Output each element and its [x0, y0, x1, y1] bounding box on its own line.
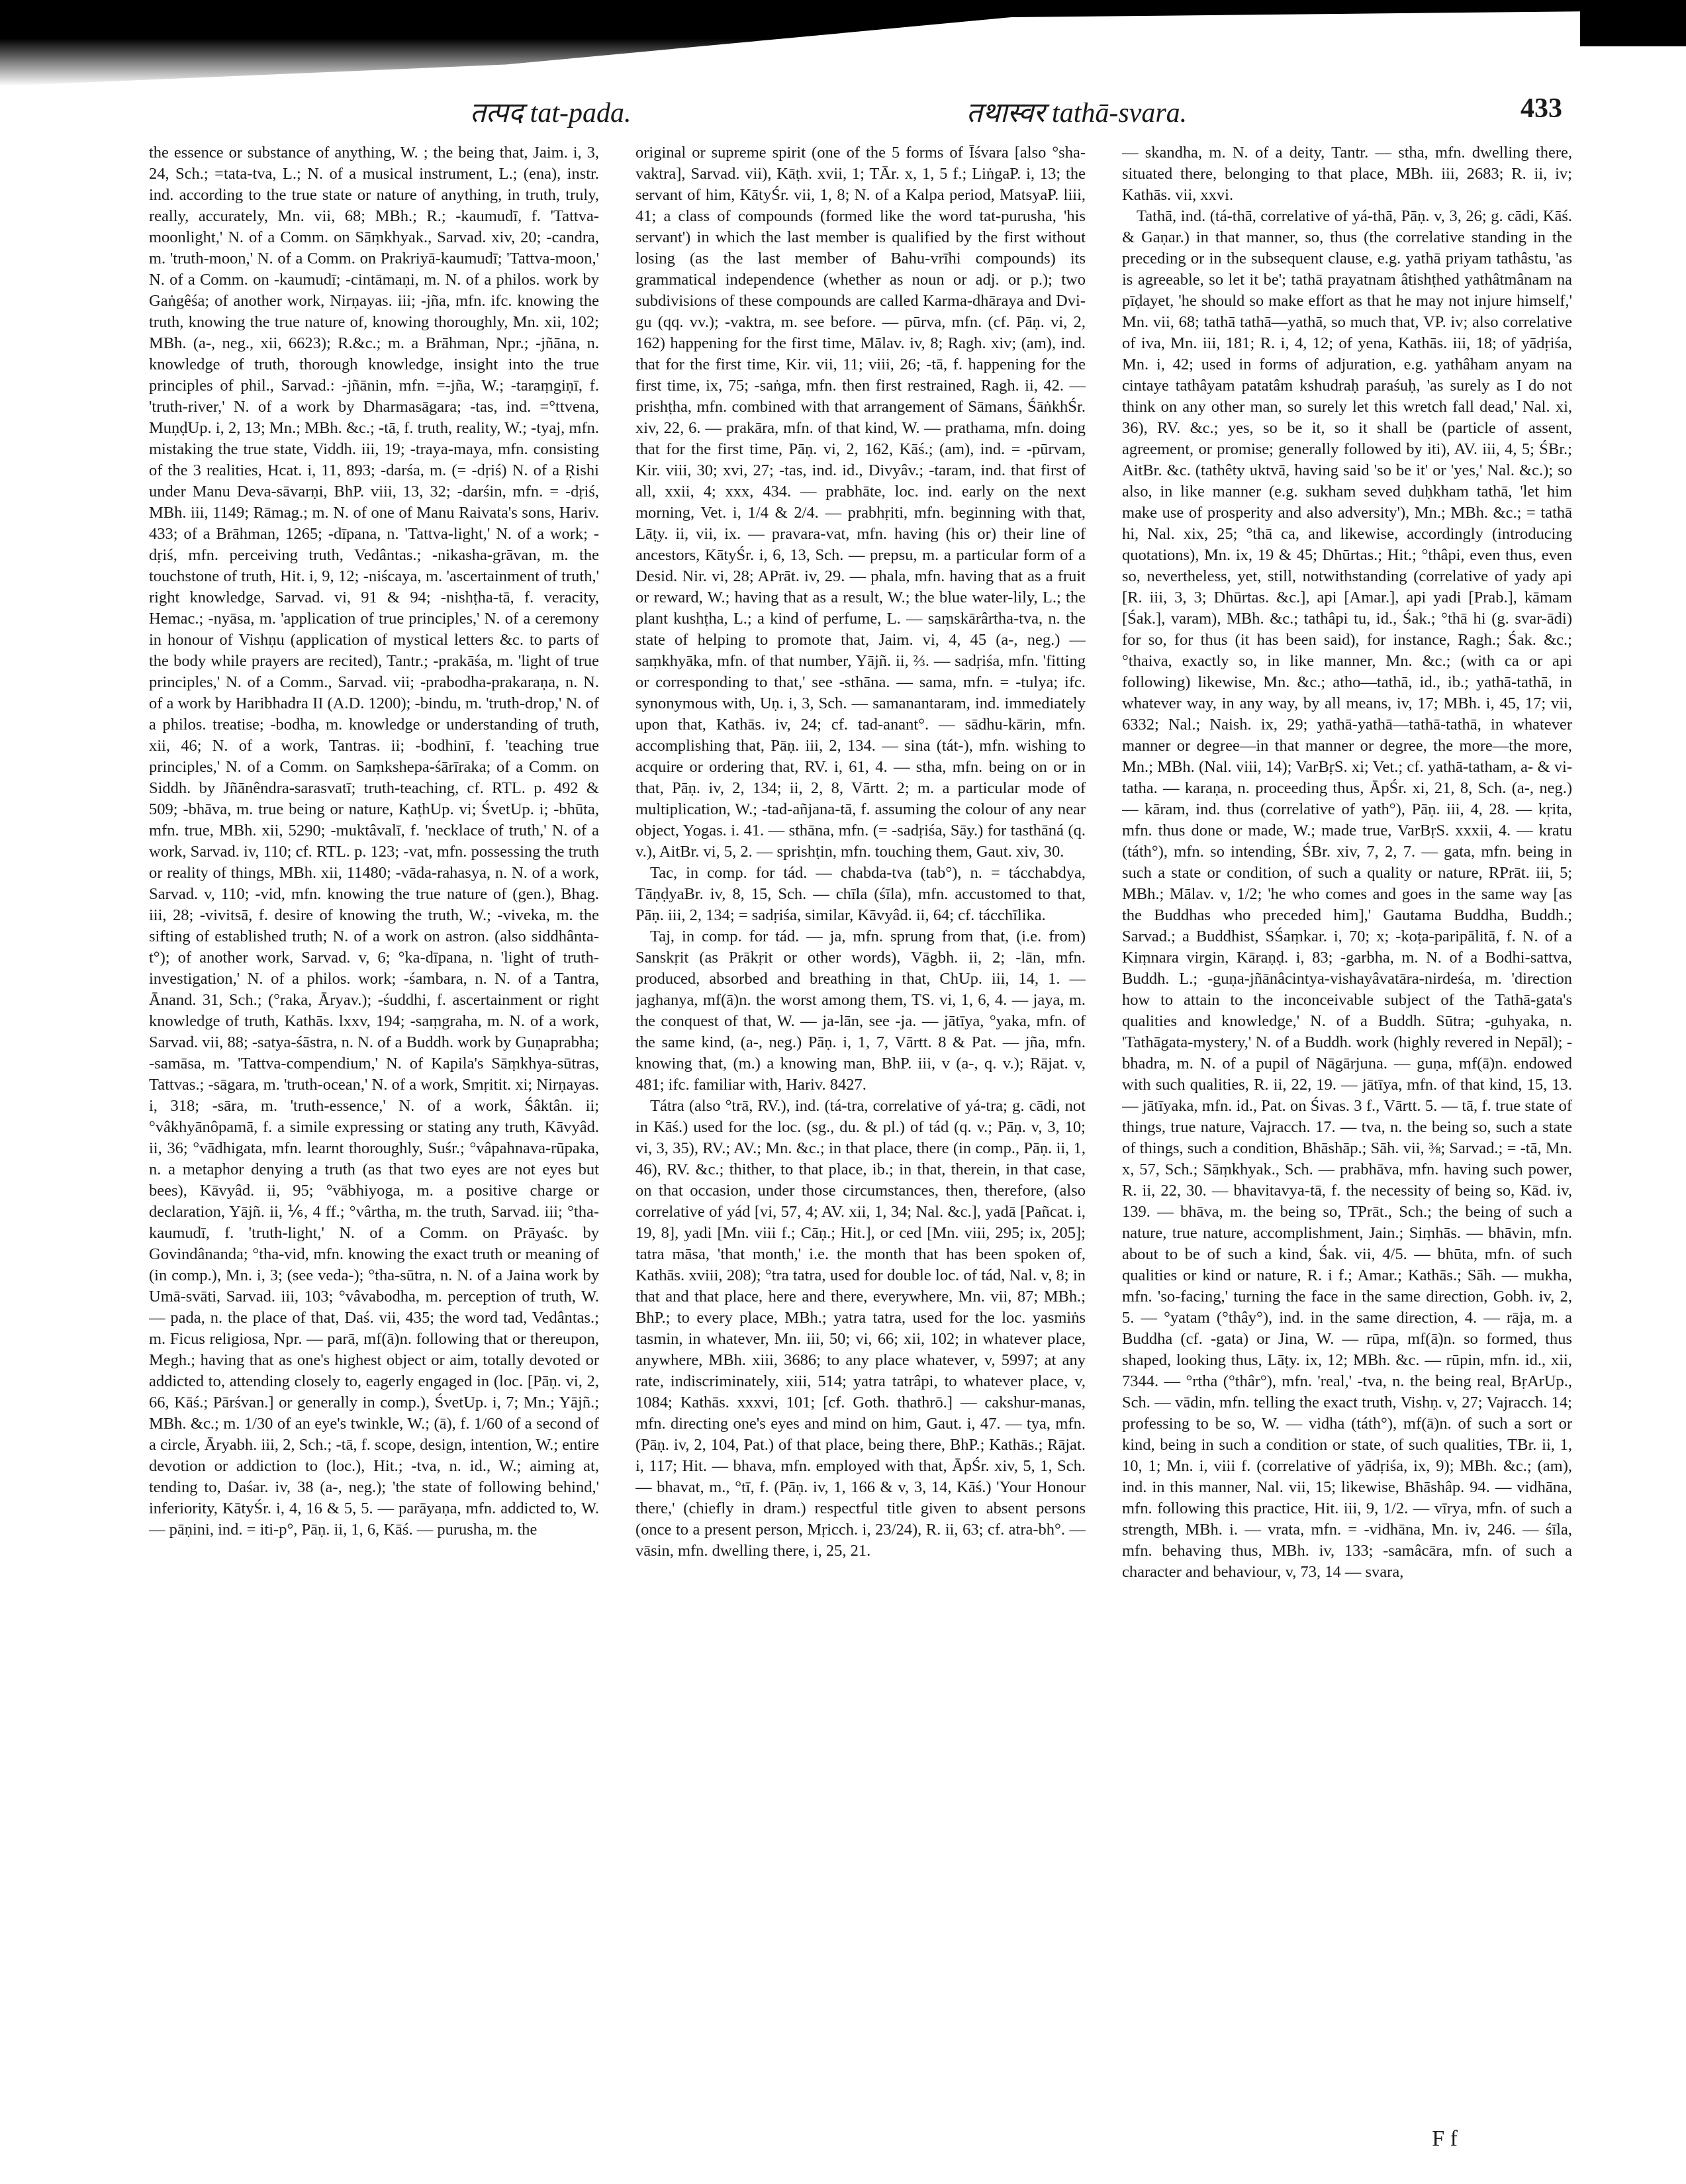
column-1 [149, 142, 599, 2128]
signature-mark: F f [1432, 2126, 1458, 2151]
page-header [152, 93, 1562, 139]
entry-tatha: Tathā, ind. (tá-thā, correlative of yá-thā, Pāṇ. v, 3, 26; g. cādi, Kāś. & Gaṇar.) in that manner, so, thus (the correlative standing in the preceding or in the subsequent clause, e.g. yathā priyam tathâstu, 'as is agreeable, so let it be'; tathā prayatnam âtishṭhed yathâtmânam na pīḍayet, 'he should so make effort as that he may not injure himself,' Mn. vii, 68; tathā tathā—yathā, so much that, VP. iv; also correlative of iva, Mn. iii, 181; R. i, 4, 12; of yena, Kathās. iii, 18; of yādṛiśa, Mn. i, 42; used in forms of adjuration, e.g. yathâham anyam na cintaye tathâyam patatâm kshudraḥ paraśuḥ, 'as surely as I do not think on any other man, so surely let this wretch fall dead,' Nal. xi, 36), RV. &c.; yes, so be it, so it shall be (particle of assent, agreement, or promise; generally followed by iti), AV. iii, 4, 5; ŚBr.; AitBr. &c. (tathêty uktvā, having said 'so be it' or 'yes,' Nal. &c.); so also, in like manner (e.g. sukham seved duḥkham tathā, 'let him make use of prosperity and also adversity'), Mn.; MBh. &c.; = tathā hi, Nal. xix, 25; °thā ca, and likewise, accordingly (introducing quotations), Mn. ix, 19 & 45; Dhūrtas.; Hit.; °thâpi, even thus, even so, nevertheless, yet, still, notwithstanding (correlative of yady api [R. iii, 3, 3; Dhūrtas. &c.], api [Amar.], api yadi [Prab.], kāmam [Śak.], varam), MBh. &c.; tathâpi tu, id., Śak.; °thā hi (g. svar-ādi) for so, for thus (it has been said), for instance, Ragh.; Śak. &c.; °thaiva, exactly so, in like manner, Mn. &c.; (with ca or api following) likewise, Mn. &c.; atho—tathā, id., ib.; yathā-tathā, in whatever way, in any way, by all means, iv, 17; MBh. i, 45, 17; vii, 6332; Nal.; Naish. ix, 29; yathā-yathā—tathā-tathā, in whatever manner or degree—in that manner or degree, the more—the more, Mn.; MBh. (Nal. viii, 14); VarBṛS. xi; Vet.; cf. yathā-tatham, a- & vi-tatha. — karaṇa, n. proceeding thus, ĀpŚr. xi, 21, 8, Sch. (a-, neg.) — kāram, ind. thus (correlative of yath°), Pāṇ. iii, 4, 28. — kṛita, mfn. thus done or made, W.; made true, VarBṛS. xxxii, 4. — kratu (táth°), mfn. so intending, ŚBr. xiv, 7, 2, 7. — gata, mfn. being in such a state or condition, of such a quality or nature, RPrāt. iii, 5; MBh.; Mālav. v, 1/2; 'he who comes and goes in the same way [as the Buddhas who preceded him],' Gautama Buddha, Buddh.; Sarvad.; a Buddhist, SŚaṃkar. i, 70; x; -koṭa-paripālitā, f. N. of a Kiṃnara virgin, Kāraṇḍ. i, 83; -garbha, m. N. of a Bodhi-sattva, Buddh. L.; -guṇa-jñānâcintya-vishayâvatāra-nirdeśa, m. 'direction how to attain to the inconceivable subject of the Tathā-gata's qualities and knowledge,' N. of a Buddh. Sūtra; -guhyaka, n. 'Tathāgata-mystery,' N. of a Buddh. work (highly revered in Nepāl); -bhadra, m. N. of a pupil of Nāgārjuna. — guṇa, mf(ā)n. endowed with such qualities, R. ii, 22, 19. — jātīya, mfn. of that kind, 15, 13. — jātīyaka, mfn. id., Pat. on Śivas. 3 f., Vārtt. 5. — tā, f. true state of things, true nature, Vajracch. 17. — tva, n. the being so, such a state of things, such a condition, Bhāshāp.; Sāh. vii, ⅜; Sarvad.; = -tā, Mn. x, 57, Sch.; Sāṃkhyak., Sch. — prabhāva, mfn. having such power, R. ii, 22, 30. — bhavitavya-tā, f. the necessity of being so, Kād. iv, 139. — bhāva, m. the being so, TPrāt., Sch.; the being of such a nature, true nature, accomplishment, Jain.; Siṃhās. — bhāvin, mfn. about to be of such a kind, Śak. vii, 4/5. — bhūta, mfn. of such qualities or kind or nature, R. i f.; Amar.; Kathās.; Sāh. — mukha, mfn. 'so-facing,' turning the face in the same direction, Gobh. iv, 2, 5. — °yatam (°thây°), ind. in the same direction, 4. — rāja, m. a Buddha (cf. -gata) or Jina, W. — rūpa, mf(ā)n. so formed, thus shaped, looking thus, Lāṭy. ix, 12; MBh. &c. — rūpin, mfn. id., xii, 7344. — °rtha (°thâr°), mfn. 'real,' -tva, n. the being real, BṛArUp., Sch. — vādin, mfn. telling the exact truth, Vishṇ. v, 27; Vajracch. 14; professing to be so, W. — vidha (táth°), mf(ā)n. of such a sort or kind, being in such a condition or state, of such qualities, TBr. ii, 1, 10, 1; Mn. i, viii f. (correlative of yādṛiśa, ix, 9); MBh. &c.; (am), ind. in this manner, Nal. vii, 15; likewise, Bhāshâp. 94. — vidhāna, mfn. following this practice, Hit. iii, 9, 1/2. — vīrya, mfn. of such a strength, MBh. i. — vrata, mfn. = -vidhāna, Mn. iv, 246. — śīla, mfn. behaving thus, MBh. iv, 133; -samâcāra, mfn. of such a character and behaviour, v, 73, 14 — svara, [1122, 207, 1572, 1581]
running-head-left: तत्पद tat-pada. [470, 98, 632, 128]
entry-tatra: Tátra (also °trā, RV.), ind. (tá-tra, correlative of yá-tra; g. cādi, not in Kāś.) used for the loc. (sg., du. & pl.) of tád (q. v.; Pāṇ. v, 3, 10; vi, 3, 35), RV.; AV.; Mn. &c.; in that place, there (in comp., Pāṇ. ii, 1, 46), RV. &c.; thither, to that place, ib.; in that, therein, in that case, on that occasion, under those circumstances, then, therefore, (also correlative of yád [vi, 57, 4; AV. xii, 1, 34; Nal. &c.], yadā [Pañcat. i, 19, 8], yadi [Mn. viii f.; Cāṇ.; Hit.], or ced [Mn. viii, 295; ix, 205]; tatra māsa, 'that month,' i.e. the month that has been spoken of, Kathās. xviii, 208); °tra tatra, used for double loc. of tád, Nal. v, 8; in that and that place, here and there, everywhere, Mn. vii, 87; MBh.; BhP.; to every place, MBh.; yatra tatra, used for the loc. yasmiṅs tasmin, in whatever, Mn. iii, 50; vi, 66; xii, 102; in whatever place, anywhere, MBh. xiii, 3686; to any place whatever, v, 5997; at any rate, indiscriminately, xiii, 514; yatra tatrâpi, to whatever place, v, 1084; Kathās. xxxvi, 101; [cf. Goth. thathrō.] — cakshur-manas, mfn. directing one's eyes and mind on him, Gaut. i, 47. — tya, mfn. (Pāṇ. iv, 2, 104, Pat.) of that place, being there, BhP.; Kathās.; Rājat. i, 117; Hit. — bhava, mfn. employed with that, ĀpŚr. xiv, 5, 1, Sch. — bhavat, m., °tī, f. (Pāṇ. iv, 1, 166 & v, 3, 14, Kāś.) 'Your Honour there,' (chiefly in dram.) respectful title given to absent persons (once to a present person, Mṛicch. i, 23/24), R. ii, 63; cf. atra-bh°. — vāsin, mfn. dwelling there, i, 25, 21. [635, 1097, 1086, 1560]
column-3 [1122, 142, 1572, 2128]
entry-paragraph: — skandha, m. N. of a deity, Tantr. — stha, mfn. dwelling there, situated there, belonging to that place, MBh. iii, 2683; R. ii, iv; Kathās. vii, xxvi. [1122, 144, 1572, 204]
running-head-center: तथास्वर tathā-svara. [966, 98, 1188, 128]
scan-corner-shadow [1580, 0, 1686, 46]
column-2 [635, 142, 1086, 2128]
dictionary-columns [149, 142, 1572, 2128]
entry-taj: Taj, in comp. for tád. — ja, mfn. sprung from that, (i.e. from) Sanskṛit (as Prākṛit or other words), Vāgbh. ii, 2; -lān, mfn. produced, absorbed and breathing in that, ChUp. iii, 14, 1. — jaghanya, mf(ā)n. the worst among them, TS. vi, 1, 6, 4. — jaya, m. the conquest of that, W. — ja-lān, see -ja. — jātīya, °yaka, mfn. of the same kind, (a-, neg.) Pāṇ. i, 1, 7, Vārtt. 8 & Pat. — jña, mfn. knowing that, (m.) a knowing man, BhP. iii, v (a-, q. v.); Rājat. v, 481; ifc. familiar with, Hariv. 8427. [635, 927, 1086, 1094]
entry-paragraph: original or supreme spirit (one of the 5 forms of Īśvara [also °sha-vaktra], Sarvad. vii), Kāṭh. xvii, 1; TĀr. x, 1, 5 f.; LiṅgaP. i, 13; the servant of him, KātyŚr. vii, 1, 8; N. of a Kalpa period, MatsyaP. liii, 41; a class of compounds (formed like the word tat-purusha, 'his servant') in which the last member is qualified by the first without losing (as the last member of Bahu-vrīhi compounds) its grammatical independence (whether as noun or adj. or p.); two subdivisions of these compounds are called Karma-dhāraya and Dvi-gu (qq. vv.); -vaktra, m. see before. — pūrva, mfn. (cf. Pāṇ. vi, 2, 162) happening for the first time, Mālav. iv, 8; Ragh. xiv; (am), ind. that for the first time, Kir. vii, 11; viii, 26; -tā, f. happening for the first time, ix, 75; -saṅga, mfn. then first restrained, Ragh. ii, 42. — prishṭha, mfn. combined with that arrangement of Sāmans, ŚāṅkhŚr. xiv, 22, 6. — prakāra, mfn. of that kind, W. — prathama, mfn. doing that for the first time, Pāṇ. vi, 2, 162, Kāś.; (am), ind. = -pūrvam, Kir. viii, 30; xvi, 27; -tas, ind. id., Divyâv.; -taram, ind. that first of all, xxii, 4; xxx, 434. — prabhāte, loc. ind. early on the next morning, Vet. i, 1/4 & 2/4. — prabhṛiti, mfn. beginning with that, Lāṭy. ii, vii, ix. — pravara-vat, mfn. having (his or) their line of ancestors, KātyŚr. i, 6, 13, Sch. — prepsu, m. a particular form of a Desid. Nir. vi, 28; APrāt. iv, 29. — phala, mfn. having that as a fruit or reward, W.; having that as a result, W.; the blue water-lily, L.; the plant kushṭha, L.; a kind of perfume, L. — saṃskārârtha-tva, n. the state of helping to promote that, Jaim. vi, 4, 45 (a-, neg.) — saṃkhyāka, mfn. of that number, Yājñ. ii, ⅔. — sadṛiśa, mfn. 'fitting or corresponding to that,' see -sthāna. — sama, mfn. = -tulya; ifc. synonymous with, Uṇ. i, 3, Sch. — samanantaram, ind. immediately upon that, Kathās. iv, 24; cf. tad-anant°. — sādhu-kārin, mfn. accomplishing that, Pāṇ. iii, 2, 134. — sina (tát-), mfn. wishing to acquire or ordering that, RV. i, 61, 4. — stha, mfn. being on or in that, Pāṇ. iv, 2, 134; ii, 2, 8, Vārtt. 2; m. a particular mode of multiplication, W.; -tad-añjana-tā, f. assuming the colour of any near object, Yogas. i. 41. — sthāna, mfn. (= -sadṛiśa, Sāy.) for tasthāná (q. v.), AitBr. vi, 5, 2. — sprishṭin, mfn. touching them, Gaut. xiv, 30. [635, 144, 1086, 861]
entry-tac: Tac, in comp. for tád. — chabda-tva (tab°), n. = tácchabdya, TāṇḍyaBr. iv, 8, 15, Sch. — chīla (śīla), mfn. accustomed to that, Pāṇ. iii, 2, 134; = sadṛiśa, similar, Kāvyâd. ii, 64; cf. tácchīlika. [635, 864, 1086, 924]
entry-paragraph: the essence or substance of anything, W. ; the being that, Jaim. i, 3, 24, Sch.; =tata-tva, L.; N. of a musical instrument, L.; (ena), instr. ind. according to the true state or nature of anything, in truth, truly, really, accurately, Mn. vii, 68; MBh.; R.; -kaumudī, f. 'Tattva-moonlight,' N. of a Comm. on Sāṃkhyak., Sarvad. xiv, 20; -candra, m. 'truth-moon,' N. of a Comm. on Prakriyā-kaumudī; 'Tattva-moon,' N. of a Comm. on -kaumudī; -cintāmaṇi, m. N. of a philos. work by Gaṅgêśa; of another work, Nirṇayas. iii; -jña, mfn. ifc. knowing the truth, knowing the true nature of, knowing thoroughly, Mn. xii, 102; MBh. (a-, neg., xii, 6623); R.&c.; m. a Brāhman, Npr.; -jñāna, n. knowledge of truth, thorough knowledge, insight into the true principles of phil., Sarvad.: -jñānin, mfn. =-jña, W.; -taraṃgiṇī, f. 'truth-river,' N. of a work by Dharmasāgara; -tas, ind. =°ttvena, MuṇḍUp. i, 2, 13; Mn.; MBh. &c.; -tā, f. truth, reality, W.; -tyaj, mfn. mistaking the true state, Viddh. iii, 19; -traya-maya, mfn. consisting of the 3 realities, Hcat. i, 11, 893; -darśa, m. (= -dṛiś) N. of a Ṛishi under Manu Deva-sāvarṇi, BhP. viii, 13, 32; -darśin, mfn. = -dṛiś, MBh. iii, 1149; Rāmag.; m. N. of one of Manu Raivata's sons, Hariv. 433; of a Brāhman, 1265; -dīpana, n. 'Tattva-light,' N. of a work; -dṛiś, mfn. perceiving truth, Vedântas.; -nikasha-grāvan, m. the touchstone of truth, Hit. i, 9, 12; -niścaya, m. 'ascertainment of truth,' right knowledge, Sarvad. vi, 91 & 94; -nishṭha-tā, f. veracity, Hemac.; -nyāsa, m. 'application of true principles,' N. of a ceremony in honour of Vishṇu (application of mystical letters &c. to parts of the body while prayers are recited), Tantr.; -prakāśa, m. 'light of true principles,' N. of a Comm., Sarvad. vii; -prabodha-prakaraṇa, n. N. of a work by Haribhadra II (A.D. 1200); -bindu, m. 'truth-drop,' N. of a philos. treatise; -bodha, m. knowledge or understanding of truth, xii, 46; N. of a work, Tantras. ii; -bodhinī, f. 'teaching true principles,' N. of a Comm. on Saṃkshepa-śārīraka; of a Comm. on Siddh. by Jñānêndra-sarasvatī; truth-teaching, cf. RTL. p. 492 & 509; -bhāva, m. true being or nature, KaṭhUp. vi; ŚvetUp. i; -bhūta, mfn. true, MBh. xii, 5290; -muktâvalī, f. 'necklace of truth,' N. of a work, Sarvad. iv, 110; cf. RTL. p. 123; -vat, mfn. possessing the truth or reality of things, MBh. xii, 11480; -vāda-rahasya, n. N. of a work, Sarvad. v, 110; -vid, mfn. knowing the true nature of (gen.), Bhag. iii, 28; -vivitsā, f. desire of knowing the truth, W.; -viveka, m. the sifting of established truth; N. of a work on astron. (also siddhânta-t°); of another work, Sarvad. v, 6; °ka-dīpana, n. 'light of truth-investigation,' N. of a philos. work; -śambara, n. N. of a Tantra, Ānand. 31, Sch.; (°raka, Āryav.); -śuddhi, f. ascertainment or right knowledge of truth, Kathās. lxxv, 194; -saṃgraha, m. N. of a work, Sarvad. vii, 88; -satya-śāstra, n. N. of a Buddh. work by Guṇaprabha; -samāsa, m. 'Tattva-compendium,' N. of Kapila's Sāṃkhya-sūtras, Tattvas.; -sāgara, m. 'truth-ocean,' N. of a work, Smṛitit. xi; Nirṇayas. i, 318; -sāra, m. 'truth-essence,' N. of a work, Śâktân. ii; °vâkhyānôpamā, f. a simile expressing or stating any truth, Kāvyâd. ii, 36; °vādhigata, mfn. learnt thoroughly, Suśr.; °vâpahnava-rūpaka, n. a metaphor denying a truth (as that two eyes are not eyes but bees), Kāvyâd. ii, 95; °vābhiyoga, m. a positive charge or declaration, Yājñ. ii, ⅙, 4 ff.; °vârtha, m. the truth, Sarvad. iii; °tha-kaumudī, f. 'truth-light,' N. of a Comm. on Prāyaśc. by Govindânanda; °tha-vid, mfn. knowing the exact truth or meaning of (in comp.), Mn. i, 3; (see veda-); °tha-sūtra, n. N. of a Jaina work by Umā-svāti, Sarvad. iii, 103; °vâvabodha, m. perception of truth, W. — pada, n. the place of that, Daś. vii, 435; the word tad, Vedântas.; m. Ficus religiosa, Npr. — parā, mf(ā)n. following that or thereupon, Megh.; having that as one's highest object or aim, totally devoted or addicted to, attending closely to, eagerly engaged in (loc. [Pāṇ. vi, 2, 66, Kāś.; Pārśvan.] or generally in comp.), ŚvetUp. i, 7; Mn.; Yājñ.; MBh. &c.; m. 1/30 of an eye's twinkle, W.; (ā), f. 1/60 of a second of a circle, Āryabh. iii, 2, Sch.; -tā, f. scope, design, intention, W.; entire devotion or addiction to (loc.), Hit.; -tva, n. id., W.; aiming at, tending to, Daśar. iv, 38 (a-, neg.); 'the state of following behind,' inferiority, KātyŚr. i, 4, 16 & 5, 5. — parāyaṇa, mfn. addicted to, W. — pāṇini, ind. = iti-p°, Pāṇ. ii, 1, 6, Kāś. — purusha, m. the [149, 144, 599, 1539]
page-number: 433 [1521, 93, 1562, 124]
scan-edge-shadow [0, 0, 1686, 86]
